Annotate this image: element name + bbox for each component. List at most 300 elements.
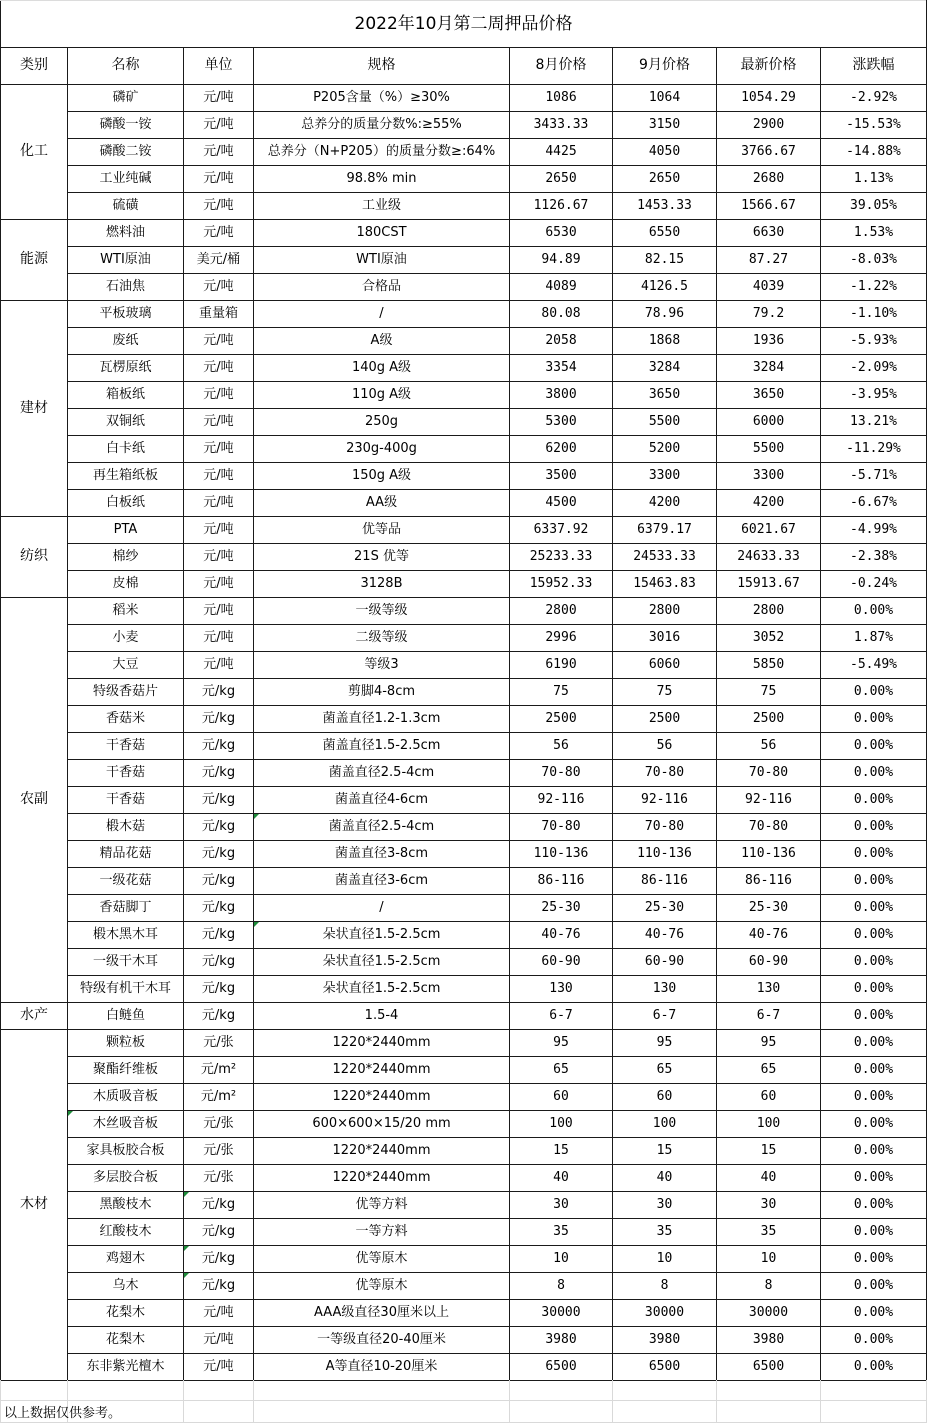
header-aug-price: 8月价格 xyxy=(510,48,613,85)
latest-price-cell: 100 xyxy=(717,1111,821,1138)
spec-cell: 1220*2440mm xyxy=(254,1138,510,1165)
change-cell: 0.00% xyxy=(821,760,927,787)
header-change: 涨跌幅 xyxy=(821,48,927,85)
table-row xyxy=(1,571,927,598)
change-cell: 0.00% xyxy=(821,1030,927,1057)
item-name-cell: 一级干木耳 xyxy=(68,949,184,976)
unit-cell: 重量箱 xyxy=(184,301,254,328)
item-name-cell: 花梨木 xyxy=(68,1327,184,1354)
aug-price-cell: 6530 xyxy=(510,220,613,247)
latest-price-cell: 110-136 xyxy=(717,841,821,868)
sep-price-cell: 3980 xyxy=(613,1327,717,1354)
item-name-cell: 乌木 xyxy=(68,1273,184,1300)
item-name-cell: 白鲢鱼 xyxy=(68,1003,184,1030)
spec-cell: 菌盖直径1.2-1.3cm xyxy=(254,706,510,733)
spec-cell: 工业级 xyxy=(254,193,510,220)
spec-cell: WTI原油 xyxy=(254,247,510,274)
table-row xyxy=(1,1273,927,1300)
item-name-cell: 椴木菇 xyxy=(68,814,184,841)
unit-cell: 元/吨 xyxy=(184,436,254,463)
table-row xyxy=(1,544,927,571)
latest-price-cell: 10 xyxy=(717,1246,821,1273)
table-row xyxy=(1,814,927,841)
change-cell: 1.53% xyxy=(821,220,927,247)
aug-price-cell: 2996 xyxy=(510,625,613,652)
item-name-cell: 颗粒板 xyxy=(68,1030,184,1057)
latest-price-cell: 60 xyxy=(717,1084,821,1111)
category-cell: 建材 xyxy=(1,301,68,517)
change-cell: 0.00% xyxy=(821,1192,927,1219)
change-cell: 0.00% xyxy=(821,1300,927,1327)
change-cell: 0.00% xyxy=(821,1084,927,1111)
sep-price-cell: 86-116 xyxy=(613,868,717,895)
spec-cell: 菌盖直径2.5-4cm xyxy=(254,814,510,841)
item-name-cell: 石油焦 xyxy=(68,274,184,301)
table-row xyxy=(1,436,927,463)
unit-cell: 元/kg xyxy=(184,733,254,760)
spec-cell: 剪脚4-8cm xyxy=(254,679,510,706)
latest-price-cell: 56 xyxy=(717,733,821,760)
unit-cell: 元/吨 xyxy=(184,1300,254,1327)
item-name-cell: 特级有机干木耳 xyxy=(68,976,184,1003)
change-cell: -6.67% xyxy=(821,490,927,517)
sep-price-cell: 3150 xyxy=(613,112,717,139)
item-name-cell: 香菇脚丁 xyxy=(68,895,184,922)
item-name-cell: 大豆 xyxy=(68,652,184,679)
item-name-cell: 木质吸音板 xyxy=(68,1084,184,1111)
category-cell: 水产 xyxy=(1,1003,68,1030)
spec-cell: 140g A级 xyxy=(254,355,510,382)
sep-price-cell: 5200 xyxy=(613,436,717,463)
table-row xyxy=(1,841,927,868)
sep-price-cell: 70-80 xyxy=(613,760,717,787)
table-row xyxy=(1,1003,927,1030)
sep-price-cell: 6379.17 xyxy=(613,517,717,544)
aug-price-cell: 86-116 xyxy=(510,868,613,895)
header-latest-price: 最新价格 xyxy=(717,48,821,85)
sep-price-cell: 30 xyxy=(613,1192,717,1219)
change-cell: -8.03% xyxy=(821,247,927,274)
item-name-cell: WTI原油 xyxy=(68,247,184,274)
change-cell: -2.38% xyxy=(821,544,927,571)
aug-price-cell: 1086 xyxy=(510,85,613,112)
table-row xyxy=(1,328,927,355)
aug-price-cell: 65 xyxy=(510,1057,613,1084)
table-row xyxy=(1,760,927,787)
item-name-cell: 椴木黑木耳 xyxy=(68,922,184,949)
sep-price-cell: 3300 xyxy=(613,463,717,490)
table-row xyxy=(1,409,927,436)
sep-price-cell: 3650 xyxy=(613,382,717,409)
sheet-title: 2022年10月第二周押品价格 xyxy=(1,1,927,48)
aug-price-cell: 25-30 xyxy=(510,895,613,922)
table-row xyxy=(1,1165,927,1192)
sep-price-cell: 65 xyxy=(613,1057,717,1084)
latest-price-cell: 6500 xyxy=(717,1354,821,1381)
unit-cell: 元/吨 xyxy=(184,652,254,679)
unit-cell: 元/吨 xyxy=(184,625,254,652)
aug-price-cell: 4500 xyxy=(510,490,613,517)
unit-cell: 元/kg xyxy=(184,1246,254,1273)
spec-cell: 菌盖直径3-6cm xyxy=(254,868,510,895)
unit-cell: 元/kg xyxy=(184,922,254,949)
unit-cell: 元/吨 xyxy=(184,85,254,112)
change-cell: 0.00% xyxy=(821,976,927,1003)
header-category: 类别 xyxy=(1,48,68,85)
sep-price-cell: 100 xyxy=(613,1111,717,1138)
sep-price-cell: 110-136 xyxy=(613,841,717,868)
change-cell: -3.95% xyxy=(821,382,927,409)
spec-cell: / xyxy=(254,895,510,922)
item-name-cell: 红酸枝木 xyxy=(68,1219,184,1246)
unit-cell: 元/kg xyxy=(184,1003,254,1030)
unit-cell: 元/吨 xyxy=(184,517,254,544)
change-cell: -14.88% xyxy=(821,139,927,166)
aug-price-cell: 94.89 xyxy=(510,247,613,274)
latest-price-cell: 3052 xyxy=(717,625,821,652)
sep-price-cell: 1868 xyxy=(613,328,717,355)
change-cell: -5.49% xyxy=(821,652,927,679)
unit-cell: 元/kg xyxy=(184,787,254,814)
latest-price-cell: 70-80 xyxy=(717,814,821,841)
item-name-cell: 多层胶合板 xyxy=(68,1165,184,1192)
unit-cell: 元/吨 xyxy=(184,328,254,355)
item-name-cell: 花梨木 xyxy=(68,1300,184,1327)
aug-price-cell: 3433.33 xyxy=(510,112,613,139)
change-cell: -1.22% xyxy=(821,274,927,301)
sep-price-cell: 2500 xyxy=(613,706,717,733)
latest-price-cell: 25-30 xyxy=(717,895,821,922)
table-row xyxy=(1,1138,927,1165)
aug-price-cell: 15 xyxy=(510,1138,613,1165)
latest-price-cell: 35 xyxy=(717,1219,821,1246)
table-row xyxy=(1,787,927,814)
spec-cell: 菌盖直径3-8cm xyxy=(254,841,510,868)
item-name-cell: 精品花菇 xyxy=(68,841,184,868)
change-cell: 0.00% xyxy=(821,1246,927,1273)
change-cell: -4.99% xyxy=(821,517,927,544)
table-row xyxy=(1,1192,927,1219)
aug-price-cell: 3354 xyxy=(510,355,613,382)
sep-price-cell: 8 xyxy=(613,1273,717,1300)
header-sep-price: 9月价格 xyxy=(613,48,717,85)
sep-price-cell: 1453.33 xyxy=(613,193,717,220)
spec-cell: 朵状直径1.5-2.5cm xyxy=(254,976,510,1003)
change-cell: 0.00% xyxy=(821,895,927,922)
item-name-cell: PTA xyxy=(68,517,184,544)
sep-price-cell: 6500 xyxy=(613,1354,717,1381)
unit-cell: 美元/桶 xyxy=(184,247,254,274)
spec-cell: 朵状直径1.5-2.5cm xyxy=(254,949,510,976)
unit-cell: 元/kg xyxy=(184,814,254,841)
latest-price-cell: 6021.67 xyxy=(717,517,821,544)
aug-price-cell: 25233.33 xyxy=(510,544,613,571)
table-row xyxy=(1,490,927,517)
latest-price-cell: 40 xyxy=(717,1165,821,1192)
latest-price-cell: 92-116 xyxy=(717,787,821,814)
latest-price-cell: 40-76 xyxy=(717,922,821,949)
item-name-cell: 皮棉 xyxy=(68,571,184,598)
aug-price-cell: 95 xyxy=(510,1030,613,1057)
empty-grid-area xyxy=(0,1380,927,1423)
table-row xyxy=(1,679,927,706)
table-row xyxy=(1,733,927,760)
aug-price-cell: 2058 xyxy=(510,328,613,355)
sep-price-cell: 5500 xyxy=(613,409,717,436)
aug-price-cell: 3800 xyxy=(510,382,613,409)
aug-price-cell: 2800 xyxy=(510,598,613,625)
sep-price-cell: 2650 xyxy=(613,166,717,193)
latest-price-cell: 5850 xyxy=(717,652,821,679)
table-row xyxy=(1,112,927,139)
sep-price-cell: 130 xyxy=(613,976,717,1003)
table-row xyxy=(1,1354,927,1381)
latest-price-cell: 8 xyxy=(717,1273,821,1300)
spec-cell: AA级 xyxy=(254,490,510,517)
change-cell: 13.21% xyxy=(821,409,927,436)
aug-price-cell: 56 xyxy=(510,733,613,760)
change-cell: 0.00% xyxy=(821,922,927,949)
aug-price-cell: 3980 xyxy=(510,1327,613,1354)
latest-price-cell: 1936 xyxy=(717,328,821,355)
unit-cell: 元/吨 xyxy=(184,274,254,301)
category-cell: 纺织 xyxy=(1,517,68,598)
category-cell: 农副 xyxy=(1,598,68,1003)
change-cell: 0.00% xyxy=(821,679,927,706)
latest-price-cell: 95 xyxy=(717,1030,821,1057)
aug-price-cell: 2650 xyxy=(510,166,613,193)
spec-cell: 等级3 xyxy=(254,652,510,679)
change-cell: -5.71% xyxy=(821,463,927,490)
header-name: 名称 xyxy=(68,48,184,85)
change-cell: 1.87% xyxy=(821,625,927,652)
sep-price-cell: 70-80 xyxy=(613,814,717,841)
table-row xyxy=(1,895,927,922)
latest-price-cell: 15 xyxy=(717,1138,821,1165)
spec-cell: 总养分（N+P205）的质量分数≥:64% xyxy=(254,139,510,166)
sep-price-cell: 4126.5 xyxy=(613,274,717,301)
spec-cell: 250g xyxy=(254,409,510,436)
change-cell: 0.00% xyxy=(821,949,927,976)
latest-price-cell: 2680 xyxy=(717,166,821,193)
latest-price-cell: 87.27 xyxy=(717,247,821,274)
table-row xyxy=(1,193,927,220)
spec-cell: 朵状直径1.5-2.5cm xyxy=(254,922,510,949)
spec-cell: 1220*2440mm xyxy=(254,1084,510,1111)
aug-price-cell: 70-80 xyxy=(510,760,613,787)
latest-price-cell: 24633.33 xyxy=(717,544,821,571)
unit-cell: 元/吨 xyxy=(184,571,254,598)
latest-price-cell: 3650 xyxy=(717,382,821,409)
item-name-cell: 家具板胶合板 xyxy=(68,1138,184,1165)
unit-cell: 元/吨 xyxy=(184,355,254,382)
unit-cell: 元/kg xyxy=(184,976,254,1003)
table-row xyxy=(1,1219,927,1246)
latest-price-cell: 86-116 xyxy=(717,868,821,895)
item-name-cell: 鸡翅木 xyxy=(68,1246,184,1273)
unit-cell: 元/吨 xyxy=(184,544,254,571)
table-row xyxy=(1,301,927,328)
item-name-cell: 磷矿 xyxy=(68,85,184,112)
latest-price-cell: 2800 xyxy=(717,598,821,625)
unit-cell: 元/张 xyxy=(184,1111,254,1138)
item-name-cell: 磷酸二铵 xyxy=(68,139,184,166)
aug-price-cell: 92-116 xyxy=(510,787,613,814)
aug-price-cell: 30 xyxy=(510,1192,613,1219)
spec-cell: 3128B xyxy=(254,571,510,598)
latest-price-cell: 70-80 xyxy=(717,760,821,787)
aug-price-cell: 75 xyxy=(510,679,613,706)
change-cell: 0.00% xyxy=(821,1219,927,1246)
aug-price-cell: 3500 xyxy=(510,463,613,490)
change-cell: -2.09% xyxy=(821,355,927,382)
item-name-cell: 白板纸 xyxy=(68,490,184,517)
table-row xyxy=(1,139,927,166)
latest-price-cell: 30 xyxy=(717,1192,821,1219)
item-name-cell: 小麦 xyxy=(68,625,184,652)
latest-price-cell: 2900 xyxy=(717,112,821,139)
unit-cell: 元/吨 xyxy=(184,409,254,436)
spec-cell: A级 xyxy=(254,328,510,355)
unit-cell: 元/m² xyxy=(184,1084,254,1111)
table-row xyxy=(1,949,927,976)
unit-cell: 元/kg xyxy=(184,1192,254,1219)
latest-price-cell: 2500 xyxy=(717,706,821,733)
item-name-cell: 磷酸一铵 xyxy=(68,112,184,139)
spec-cell: 1220*2440mm xyxy=(254,1165,510,1192)
spec-cell: 110g A级 xyxy=(254,382,510,409)
spec-cell: 600×600×15/20 mm xyxy=(254,1111,510,1138)
unit-cell: 元/kg xyxy=(184,1273,254,1300)
table-row xyxy=(1,247,927,274)
table-row xyxy=(1,598,927,625)
sep-price-cell: 60-90 xyxy=(613,949,717,976)
latest-price-cell: 79.2 xyxy=(717,301,821,328)
sep-price-cell: 24533.33 xyxy=(613,544,717,571)
spec-cell: P205含量（%）≥30% xyxy=(254,85,510,112)
sep-price-cell: 6060 xyxy=(613,652,717,679)
latest-price-cell: 30000 xyxy=(717,1300,821,1327)
table-row xyxy=(1,274,927,301)
sep-price-cell: 95 xyxy=(613,1030,717,1057)
unit-cell: 元/kg xyxy=(184,706,254,733)
unit-cell: 元/吨 xyxy=(184,598,254,625)
spec-cell: 优等品 xyxy=(254,517,510,544)
change-cell: 1.13% xyxy=(821,166,927,193)
change-cell: -2.92% xyxy=(821,85,927,112)
latest-price-cell: 65 xyxy=(717,1057,821,1084)
spec-cell: 合格品 xyxy=(254,274,510,301)
latest-price-cell: 4039 xyxy=(717,274,821,301)
spec-cell: 二级等级 xyxy=(254,625,510,652)
item-name-cell: 干香菇 xyxy=(68,760,184,787)
spec-cell: / xyxy=(254,301,510,328)
table-row xyxy=(1,1030,927,1057)
aug-price-cell: 15952.33 xyxy=(510,571,613,598)
spec-cell: 优等原木 xyxy=(254,1246,510,1273)
latest-price-cell: 3766.67 xyxy=(717,139,821,166)
sep-price-cell: 60 xyxy=(613,1084,717,1111)
unit-cell: 元/张 xyxy=(184,1138,254,1165)
change-cell: 0.00% xyxy=(821,814,927,841)
sep-price-cell: 6-7 xyxy=(613,1003,717,1030)
sep-price-cell: 78.96 xyxy=(613,301,717,328)
spec-cell: 1.5-4 xyxy=(254,1003,510,1030)
change-cell: 0.00% xyxy=(821,841,927,868)
change-cell: 0.00% xyxy=(821,1354,927,1381)
unit-cell: 元/张 xyxy=(184,1165,254,1192)
change-cell: -11.29% xyxy=(821,436,927,463)
latest-price-cell: 6-7 xyxy=(717,1003,821,1030)
item-name-cell: 特级香菇片 xyxy=(68,679,184,706)
spec-cell: 优等方料 xyxy=(254,1192,510,1219)
unit-cell: 元/吨 xyxy=(184,193,254,220)
table-row xyxy=(1,220,927,247)
unit-cell: 元/kg xyxy=(184,760,254,787)
table-row xyxy=(1,1246,927,1273)
change-cell: -0.24% xyxy=(821,571,927,598)
sep-price-cell: 82.15 xyxy=(613,247,717,274)
table-row xyxy=(1,85,927,112)
item-name-cell: 棉纱 xyxy=(68,544,184,571)
table-row xyxy=(1,1327,927,1354)
unit-cell: 元/吨 xyxy=(184,1354,254,1381)
change-cell: 0.00% xyxy=(821,733,927,760)
spec-cell: 180CST xyxy=(254,220,510,247)
latest-price-cell: 3980 xyxy=(717,1327,821,1354)
change-cell: 0.00% xyxy=(821,1111,927,1138)
sep-price-cell: 40 xyxy=(613,1165,717,1192)
table-row xyxy=(1,625,927,652)
sep-price-cell: 25-30 xyxy=(613,895,717,922)
table-row xyxy=(1,382,927,409)
aug-price-cell: 4425 xyxy=(510,139,613,166)
table-row xyxy=(1,1084,927,1111)
aug-price-cell: 6-7 xyxy=(510,1003,613,1030)
table-row xyxy=(1,706,927,733)
aug-price-cell: 30000 xyxy=(510,1300,613,1327)
unit-cell: 元/吨 xyxy=(184,112,254,139)
aug-price-cell: 130 xyxy=(510,976,613,1003)
spec-cell: 一等方料 xyxy=(254,1219,510,1246)
aug-price-cell: 70-80 xyxy=(510,814,613,841)
spec-cell: AAA级直径30厘米以上 xyxy=(254,1300,510,1327)
latest-price-cell: 130 xyxy=(717,976,821,1003)
item-name-cell: 干香菇 xyxy=(68,733,184,760)
unit-cell: 元/吨 xyxy=(184,382,254,409)
category-cell: 木材 xyxy=(1,1030,68,1381)
change-cell: 0.00% xyxy=(821,1273,927,1300)
sep-price-cell: 4050 xyxy=(613,139,717,166)
sep-price-cell: 35 xyxy=(613,1219,717,1246)
aug-price-cell: 40 xyxy=(510,1165,613,1192)
unit-cell: 元/m² xyxy=(184,1057,254,1084)
sep-price-cell: 56 xyxy=(613,733,717,760)
sep-price-cell: 10 xyxy=(613,1246,717,1273)
spec-cell: 21S 优等 xyxy=(254,544,510,571)
item-name-cell: 稻米 xyxy=(68,598,184,625)
header-unit: 单位 xyxy=(184,48,254,85)
table-row xyxy=(1,1111,927,1138)
sep-price-cell: 15 xyxy=(613,1138,717,1165)
unit-cell: 元/吨 xyxy=(184,1327,254,1354)
spec-cell: 菌盖直径4-6cm xyxy=(254,787,510,814)
aug-price-cell: 4089 xyxy=(510,274,613,301)
change-cell: -1.10% xyxy=(821,301,927,328)
unit-cell: 元/吨 xyxy=(184,220,254,247)
unit-cell: 元/kg xyxy=(184,868,254,895)
spec-cell: 一等级直径20-40厘米 xyxy=(254,1327,510,1354)
